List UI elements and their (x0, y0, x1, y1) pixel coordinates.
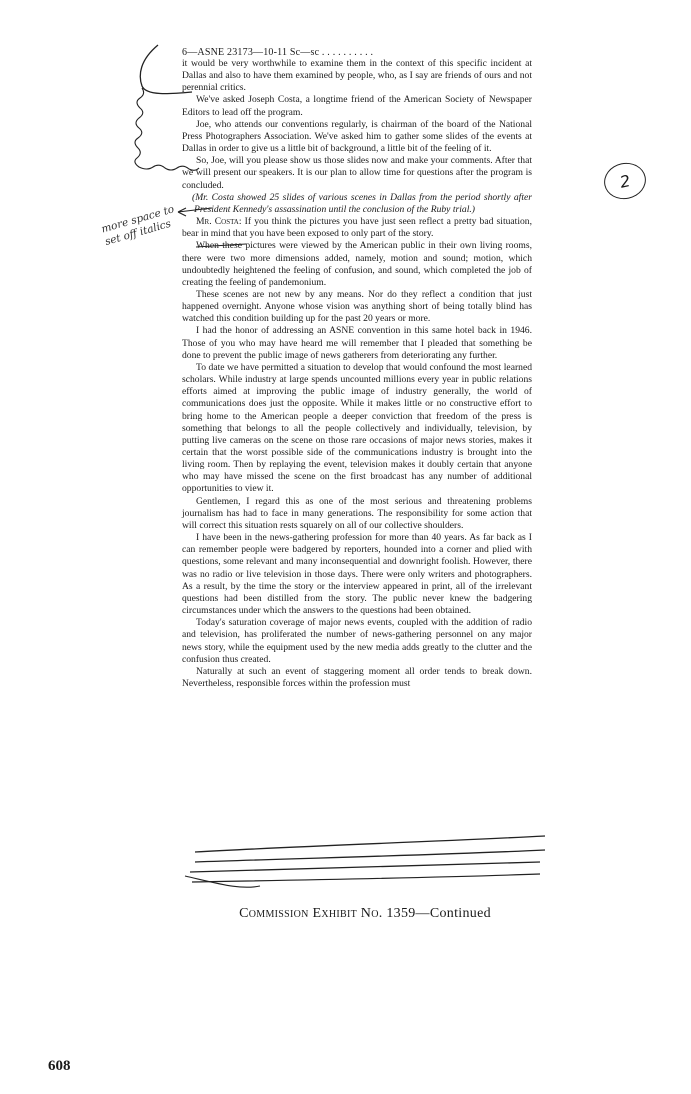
paragraph: Gentlemen, I regard this as one of the most serious and threatening problems journalism has had to face in many generations. The responsibility for some action that will correct this situation rests squarely on all of our collective shoulders. (182, 495, 532, 531)
paragraph: We've asked Joseph Costa, a longtime friend of the American Society of Newspaper Editors to lead off the program. (182, 94, 532, 118)
handwritten-margin-note: more space to set off italics (100, 203, 176, 249)
speaker-name: Mr. Costa: (196, 216, 242, 228)
exhibit-label: Commission Exhibit No. 1359 (239, 906, 416, 921)
strike-mark (185, 876, 260, 887)
exhibit-suffix: —Continued (415, 906, 491, 921)
paragraph: When these pictures were viewed by the American public in their own living rooms, there were two more dimensions added, namely, motion and sound; motion, which undoubtedly heightened the feeling of confusion, and sound, which completed the job of creating the feeling of pandemonium. (182, 240, 532, 288)
body-text (182, 58, 532, 690)
circled-number-annotation: 2 (601, 159, 650, 203)
exhibit-caption (220, 906, 510, 922)
strike-mark (195, 836, 545, 852)
paragraph: Today's saturation coverage of major news events, coupled with the addition of radio and television, has proliferated the number of news-gathering personnel on any major news story, while the equipment used by the new media adds greatly to the clutter and the confusion thus created. (182, 617, 532, 665)
speaker-text: If you think the pictures you have just seen reflect a pretty bad situation, bear in mind that you have been exposed to only part of the story. (182, 216, 532, 240)
strike-mark (190, 862, 540, 872)
stage-direction: (Mr. Costa showed 25 slides of various scenes in Dallas from the period shortly after President Kennedy's assassination until the conclusion of the Ruby trial.) (192, 191, 532, 215)
paragraph: I have been in the news-gathering profession for more than 40 years. As far back as I can remember people were badgered by reporters, hounded into a corner and plied with questions, some relevant and many inconsequential and downright foolish. However, there was no radio or live television in those days. There were only writers and photographers. As a result, by the time the story or the interview appeared in print, all of the irrelevant questions had been distilled from the story. The public never knew the badgering circumstances under which the answers to the questions had been obtained. (182, 532, 532, 617)
page-number: 608 (48, 1058, 71, 1074)
paragraph-final: Naturally at such an event of staggering moment all order tends to break down. Nevertheless, responsible forces within the profession must (182, 665, 532, 689)
paragraph: Joe, who attends our conventions regularly, is chairman of the board of the National Press Photographers Association. We've asked him to gather some slides of the events at Dallas in order to give us a little bit of background, a little bit of the feeling of it. (182, 118, 532, 155)
paragraph: To date we have permitted a situation to develop that would confound the most learned scholars. While industry at large spends uncounted millions every year in public relations efforts aimed at improving the public image of industry generally, the world of communications does just the opposite. While it makes little or no constructive effort to bring home to the American people a deeper conviction that freedom of the press is something that belongs to all the people collectively and individually, television, by putting live cameras on the scene on those rare occasions of major news stories, makes it certain that the worst possible side of the communications industry is brought into the living room. Then by replaying the event, television makes it doubly certain that anyone who may have missed the scene on the first broadcast has any number of additional opportunities to view it. (182, 361, 532, 495)
paragraph: So, Joe, will you please show us those slides now and make your comments. After that we will present our speakers. It is our plan to allow time for questions after the program is concluded. (182, 155, 532, 191)
speaker-paragraph (182, 216, 532, 240)
printer-slug: 6—ASNE 23173—10-11 Sc—sc . . . . . . . . . . (182, 47, 374, 58)
strike-mark (195, 850, 545, 862)
strike-mark (192, 874, 540, 882)
paragraph: I had the honor of addressing an ASNE convention in this same hotel back in 1946. Those of you who may have heard me will remember that I pleaded that something be done to prevent the public image of news gatherers from deteriorating any further. (182, 325, 532, 361)
paragraph: These scenes are not new by any means. Nor do they reflect a condition that just happened overnight. Anyone whose vision was anything short of being totally blind has watched this condition building up for the past 20 years or more. (182, 288, 532, 325)
paragraph: it would be very worthwhile to examine them in the context of this specific incident at Dallas and also to have them examined by people, who, as I say are friends of ours and not perennial critics. (182, 58, 532, 94)
